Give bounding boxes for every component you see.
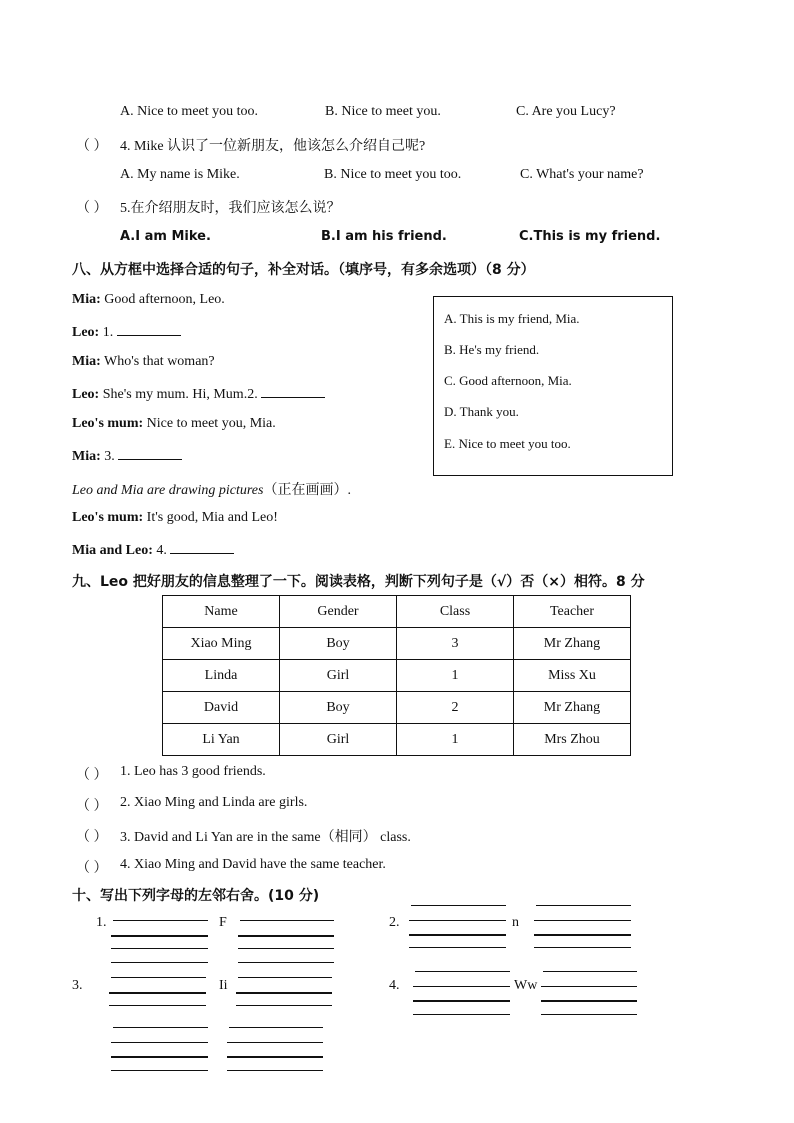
section10-heading: 十、写出下列字母的左邻右舍。(10 分)	[72, 888, 320, 904]
table-cell: Li Yan	[163, 724, 280, 756]
dialogue-line-1	[72, 292, 225, 308]
table-cell: David	[163, 692, 280, 724]
narration-line	[72, 479, 351, 499]
section9-heading: 九、Leo 把好朋友的信息整理了一下。阅读表格，判断下列句子是（√）否（×）相符。8 分	[72, 574, 645, 590]
dialogue-line-8	[72, 510, 278, 526]
answer-blank-4[interactable]	[170, 541, 234, 554]
dialogue-text: Good afternoon, Leo.	[100, 292, 225, 307]
options-box	[433, 296, 673, 476]
table-cell: Boy	[280, 628, 397, 660]
friends-table	[162, 595, 631, 756]
letter-item-4-letter: Ww	[514, 978, 538, 993]
table-cell: 1	[397, 724, 514, 756]
statement-1: 1. Leo has 3 good friends.	[120, 764, 266, 779]
table-cell: 3	[397, 628, 514, 660]
statement-1-paren[interactable]: （ ）	[76, 768, 108, 783]
dialogue-text: 4.	[152, 543, 171, 558]
statement-2-paren[interactable]: （ ）	[76, 799, 108, 814]
dialogue-line-2	[72, 323, 181, 341]
dialogue-line-4	[72, 385, 325, 403]
q3-option-c: C. Are you Lucy?	[516, 104, 616, 119]
letter-item-1-letter: F	[219, 915, 227, 930]
table-cell: Mr Zhang	[514, 692, 631, 724]
letter-item-3-number: 3.	[72, 978, 83, 993]
table-row	[163, 692, 631, 724]
speaker: Mia:	[72, 354, 101, 369]
option-e: E. Nice to meet you too.	[444, 436, 571, 451]
option-b: B. He's my friend.	[444, 342, 540, 357]
narration-note: （正在画画）.	[263, 483, 351, 498]
dialogue-text: It's good, Mia and Leo!	[143, 510, 278, 525]
dialogue-text: 3.	[100, 449, 119, 464]
speaker: Mia:	[72, 292, 101, 307]
table-cell: Boy	[280, 692, 397, 724]
q5-answer-paren[interactable]: （ ）	[76, 201, 108, 216]
header-cell: Teacher	[514, 596, 631, 628]
section8-heading: 八、从方框中选择合适的句子，补全对话。（填序号，有多余选项）（8 分）	[72, 262, 535, 278]
option-d: D. Thank you.	[444, 404, 519, 419]
table-row	[163, 628, 631, 660]
dialogue-text: She's my mum. Hi, Mum.2.	[99, 387, 262, 402]
q4-option-c: C. What's your name?	[520, 167, 644, 182]
answer-blank-2[interactable]	[261, 385, 325, 398]
table-cell: Girl	[280, 660, 397, 692]
table-cell: Xiao Ming	[163, 628, 280, 660]
statement-3: 3. David and Li Yan are in the same（相同） class.	[120, 830, 411, 845]
q5-option-b: B.I am his friend.	[321, 229, 447, 244]
q5-option-c: C.This is my friend.	[519, 229, 661, 244]
q5-question: 5.在介绍朋友时，我们应该怎么说？	[120, 201, 341, 216]
narration-text: Leo and Mia are drawing pictures	[72, 483, 264, 498]
speaker: Mia:	[72, 449, 101, 464]
header-cell: Gender	[280, 596, 397, 628]
table-row	[163, 660, 631, 692]
answer-blank-1[interactable]	[117, 323, 181, 336]
q4-question: 4. Mike 认识了一位新朋友，他该怎么介绍自己呢?	[120, 139, 426, 154]
table-cell: Linda	[163, 660, 280, 692]
dialogue-line-9	[72, 541, 234, 559]
header-cell: Class	[397, 596, 514, 628]
letter-item-4-number: 4.	[389, 978, 400, 993]
q3-option-a: A. Nice to meet you too.	[120, 104, 259, 119]
letter-item-2-number: 2.	[389, 915, 400, 930]
letter-item-1-number: 1.	[96, 915, 107, 930]
q5-option-a: A.I am Mike.	[120, 229, 211, 244]
letter-item-2-letter: n	[512, 915, 519, 930]
statement-4: 4. Xiao Ming and David have the same teacher.	[120, 857, 386, 872]
table-cell: Mrs Zhou	[514, 724, 631, 756]
table-cell: Mr Zhang	[514, 628, 631, 660]
option-a: A. This is my friend, Mia.	[444, 311, 580, 326]
speaker: Leo's mum:	[72, 416, 144, 431]
dialogue-line-6	[72, 447, 182, 465]
q3-option-b: B. Nice to meet you.	[325, 104, 441, 119]
table-cell: Miss Xu	[514, 660, 631, 692]
dialogue-text: Who's that woman?	[100, 354, 215, 369]
statement-4-paren[interactable]: （ ）	[76, 861, 108, 876]
table-row	[163, 724, 631, 756]
table-cell: Girl	[280, 724, 397, 756]
statement-3-paren[interactable]: （ ）	[76, 830, 108, 845]
q4-option-a: A. My name is Mike.	[120, 167, 240, 182]
answer-blank-3[interactable]	[118, 447, 182, 460]
speaker: Leo:	[72, 387, 100, 402]
speaker: Mia and Leo:	[72, 543, 153, 558]
table-cell: 2	[397, 692, 514, 724]
speaker: Leo's mum:	[72, 510, 144, 525]
dialogue-line-5	[72, 416, 276, 432]
table-header-row	[163, 596, 631, 628]
speaker: Leo:	[72, 325, 100, 340]
table-cell: 1	[397, 660, 514, 692]
header-cell: Name	[163, 596, 280, 628]
dialogue-line-3	[72, 354, 215, 370]
q4-option-b: B. Nice to meet you too.	[324, 167, 462, 182]
dialogue-text: Nice to meet you, Mia.	[143, 416, 276, 431]
dialogue-text: 1.	[99, 325, 117, 340]
q4-answer-paren[interactable]: （ ）	[76, 139, 108, 154]
letter-item-3-letter: Ii	[219, 978, 228, 993]
statement-2: 2. Xiao Ming and Linda are girls.	[120, 795, 308, 810]
option-c: C. Good afternoon, Mia.	[444, 373, 572, 388]
